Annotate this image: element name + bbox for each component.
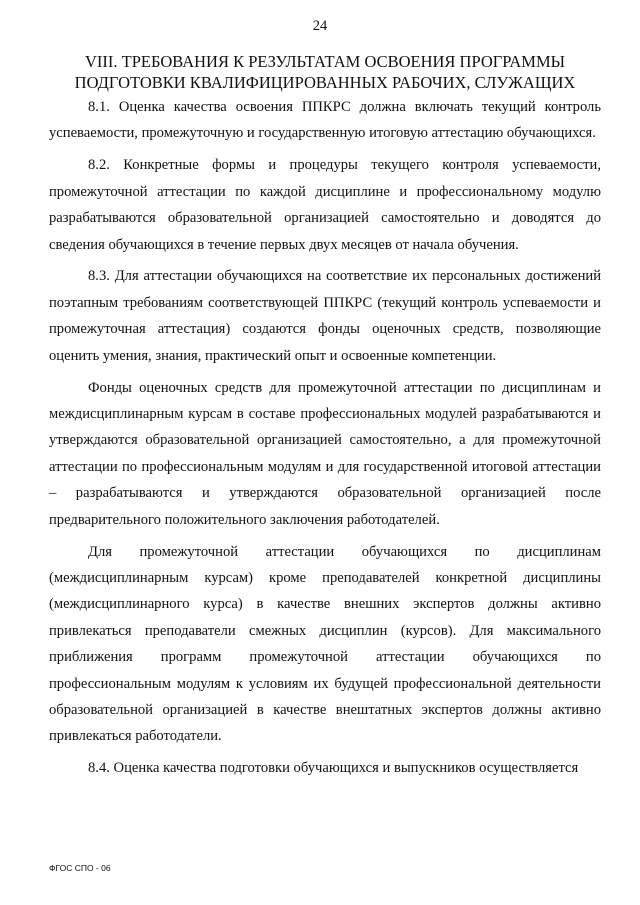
footer-document-code: ФГОС СПО - 06 — [49, 863, 111, 873]
section-heading — [50, 51, 600, 93]
heading-line-1: VIII. ТРЕБОВАНИЯ К РЕЗУЛЬТАТАМ ОСВОЕНИЯ ПРОГРАММЫ — [84, 52, 566, 72]
paragraph-8-1: 8.1. Оценка качества освоения ППКРС должна включать текущий контроль успеваемости, промежуточную и государственную итоговую аттестацию обучающихся. — [49, 99, 601, 142]
paragraph-assessment-funds: Фонды оценочных средств для промежуточной аттестации по дисциплинам и междисциплинарным курсам в составе профессиональных модулей разрабатываются и утверждаются образовательной организацией самостоятельно, а для промежуточной аттестации по профессиональным модулям и для государственной итоговой аттестации – разрабатываются и утверждаются образовательной организацией после предварительного положительного заключения работодателей. — [49, 379, 601, 528]
heading-line-2: ПОДГОТОВКИ КВАЛИФИЦИРОВАННЫХ РАБОЧИХ, СЛУЖАЩИХ — [74, 73, 576, 93]
body-text — [49, 94, 601, 787]
paragraph-8-4: 8.4. Оценка качества подготовки обучающихся и выпускников осуществляется — [88, 760, 579, 777]
paragraph-8-2: 8.2. Конкретные формы и процедуры текущего контроля успеваемости, промежуточной аттестации по каждой дисциплине и профессиональному модулю разрабатываются образовательной организацией самостоятельно и доводятся до сведения обучающихся в течение первых двух месяцев от начала обучения. — [49, 157, 601, 253]
page-number: 24 — [312, 18, 328, 34]
paragraph-8-3: 8.3. Для аттестации обучающихся на соответствие их персональных достижений поэтапным требованиям соответствующей ППКРС (текущий контроль успеваемости и промежуточная аттестация) создаются фонды оценочных средств, позволяющие оценить умения, знания, практический опыт и освоенные компетенции. — [49, 268, 601, 364]
paragraph-external-experts: Для промежуточной аттестации обучающихся по дисциплинам (междисциплинарным курсам) кроме преподавателей конкретной дисциплины (междисциплинарного курса) в качестве внешних экспертов должны активно привлекаться преподаватели смежных дисциплин (курсов). Для максимального приближения программ промежуточной аттестации обучающихся по профессиональным модулям к условиям их будущей профессиональной деятельности образовательной организацией в качестве внештатных экспертов должны активно привлекаться работодатели. — [49, 543, 601, 745]
